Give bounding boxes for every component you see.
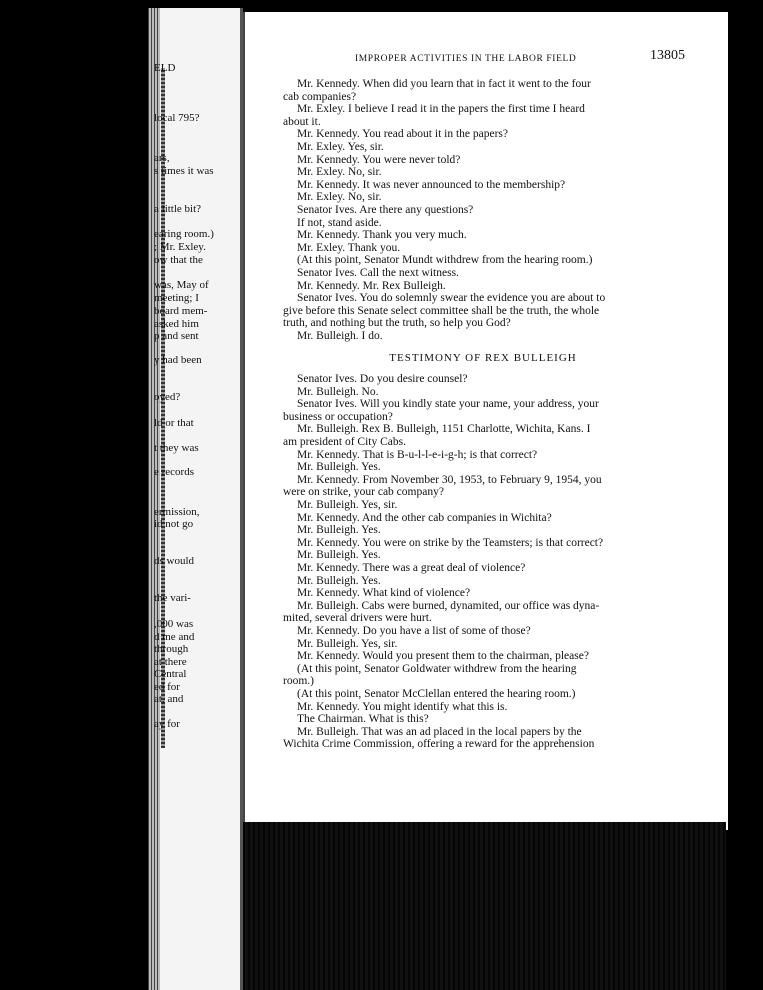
text-line: If not, stand aside.: [297, 216, 382, 229]
left-fragment: y had been: [154, 354, 202, 366]
text-line: Mr. Kennedy. It was never announced to the membership?: [297, 178, 566, 191]
text-line: Mr. Bulleigh. Yes.: [297, 461, 381, 474]
text-line: Mr. Kennedy. From November 30, 1953, to February 9, 1954, you: [297, 473, 602, 486]
text-line: Mr. Bulleigh. Yes, sir.: [297, 499, 398, 511]
text-line: Mr. Kennedy. Mr. Rex Bulleigh.: [297, 279, 446, 292]
running-title: IMPROPER ACTIVITIES IN THE LABOR FIELD: [355, 54, 577, 64]
left-fragment: ed for: [154, 681, 180, 693]
testimony-text: [283, 78, 683, 751]
text-line: business or occupation?: [283, 410, 393, 423]
left-fragment: asked him: [154, 318, 199, 330]
text-line: Mr. Kennedy. You read about it in the papers?: [297, 128, 509, 141]
text-line: Mr. Exley. Thank you.: [297, 241, 401, 254]
text-line: Mr. Bulleigh. Yes.: [297, 549, 381, 562]
text-line: truth, and nothing but the truth, so help you God?: [283, 317, 511, 330]
left-fragment: ars,: [154, 152, 170, 164]
left-fragment: meeting; I: [154, 292, 199, 304]
left-fragment: board mem-: [154, 305, 208, 317]
text-line: Senator Ives. You do solemnly swear the evidence you are about to: [297, 292, 606, 305]
left-fragment: ,000 was: [154, 618, 194, 630]
left-fragment: ELD: [154, 62, 176, 74]
left-fragment: id not go: [154, 518, 194, 530]
text-line: Mr. Kennedy. You were never told?: [297, 153, 461, 166]
text-line: Mr. Bulleigh. I do.: [297, 329, 383, 342]
left-fragment: local 795?: [154, 112, 200, 124]
text-line: Mr. Exley. I believe I read it in the papers the first time I heard: [297, 103, 585, 116]
text-line: Mr. Kennedy. You were on strike by the Teamsters; is that correct?: [297, 536, 604, 549]
text-line: room.): [283, 675, 314, 688]
text-line: Mr. Kennedy. Would you present them to the chairman, please?: [297, 650, 589, 663]
text-line: (At this point, Senator McClellan entered the hearing room.): [297, 687, 576, 700]
text-line: (At this point, Senator Goldwater withdrew from the hearing: [297, 662, 577, 675]
text-line: Mr. Bulleigh. Yes, sir.: [297, 637, 398, 650]
left-fragment: t they was: [154, 442, 199, 454]
text-line: mited, several drivers were hurt.: [283, 612, 432, 625]
left-fragment: ld or that: [154, 417, 194, 429]
text-line: Mr. Kennedy. That is B-u-l-l-e-i-g-h; is that correct?: [297, 448, 538, 461]
left-fragment: through: [154, 643, 189, 655]
text-line: Senator Ives. Do you desire counsel?: [297, 373, 468, 386]
text-line: Mr. Kennedy. What kind of violence?: [297, 587, 471, 600]
text-line: Mr. Kennedy. There was a great deal of violence?: [297, 561, 526, 574]
text-line: Mr. Kennedy. Do you have a list of some of those?: [297, 624, 531, 637]
text-line: Mr. Bulleigh. No.: [297, 385, 379, 398]
text-line: Mr. Kennedy. And the other cab companies in Wichita?: [297, 511, 552, 524]
left-fragment: ; Mr. Exley.: [154, 241, 206, 253]
text-line: Senator Ives. Are there any questions?: [297, 203, 474, 216]
text-line: Mr. Exley. No, sir.: [297, 191, 382, 204]
section-heading: TESTIMONY OF REX BULLEIGH: [389, 352, 577, 365]
text-line: about it.: [283, 115, 321, 128]
text-line: am president of City Cabs.: [283, 436, 406, 449]
text-line: Wichita Crime Commission, offering a reward for the apprehension: [283, 738, 595, 751]
text-line: Mr. Bulleigh. Cabs were burned, dynamited, our office was dyna-: [297, 599, 600, 612]
scan-bottom-shadow: [243, 822, 726, 990]
text-line: Senator Ives. Will you kindly state your name, your address, your: [297, 398, 599, 411]
left-fragment: d me and: [154, 631, 195, 643]
left-fragment: the vari-: [154, 592, 191, 604]
left-fragment: ermission,: [154, 506, 200, 518]
left-page-edge: [148, 8, 243, 990]
left-fragment: ds would: [154, 555, 195, 567]
text-line: Mr. Kennedy. You might identify what this is.: [297, 700, 508, 713]
text-line: The Chairman. What is this?: [297, 713, 429, 726]
text-line: Senator Ives. Call the next witness.: [297, 266, 459, 279]
left-fragment: s times it was: [154, 165, 214, 177]
text-line: Mr. Bulleigh. Yes.: [297, 574, 381, 587]
text-line: cab companies?: [283, 90, 357, 103]
left-fragment: at there: [154, 656, 187, 668]
text-line: were on strike, your cab company?: [283, 486, 444, 499]
left-fragment: a little bit?: [154, 203, 202, 215]
text-line: Mr. Kennedy. When did you learn that in fact it went to the four: [297, 78, 591, 90]
left-fragment: Central: [154, 668, 187, 680]
text-line: Mr. Bulleigh. Yes.: [297, 524, 381, 537]
text-line: Mr. Kennedy. Thank you very much.: [297, 229, 467, 242]
text-line: Mr. Exley. No, sir.: [297, 166, 382, 179]
left-fragment: was, May of: [154, 279, 209, 291]
text-line: Mr. Bulleigh. That was an ad placed in the local papers by the: [297, 725, 582, 738]
left-fragment: e records: [154, 466, 195, 478]
text-line: Mr. Bulleigh. Rex B. Bulleigh, 1151 Charlotte, Wichita, Kans. I: [297, 423, 591, 436]
left-fragment: ay for: [154, 718, 180, 730]
text-line: give before this Senate select committee shall be the truth, the whole: [283, 304, 600, 317]
left-fragment: p and sent: [154, 330, 199, 342]
page-number: 13805: [650, 48, 685, 63]
left-fragment: oyed?: [154, 391, 181, 403]
left-fragment: ow that the: [154, 254, 203, 266]
text-line: Mr. Exley. Yes, sir.: [297, 140, 384, 153]
left-fragment: at, and: [154, 693, 184, 705]
left-fragment: earing room.): [154, 228, 214, 240]
text-line: (At this point, Senator Mundt withdrew from the hearing room.): [297, 254, 593, 267]
